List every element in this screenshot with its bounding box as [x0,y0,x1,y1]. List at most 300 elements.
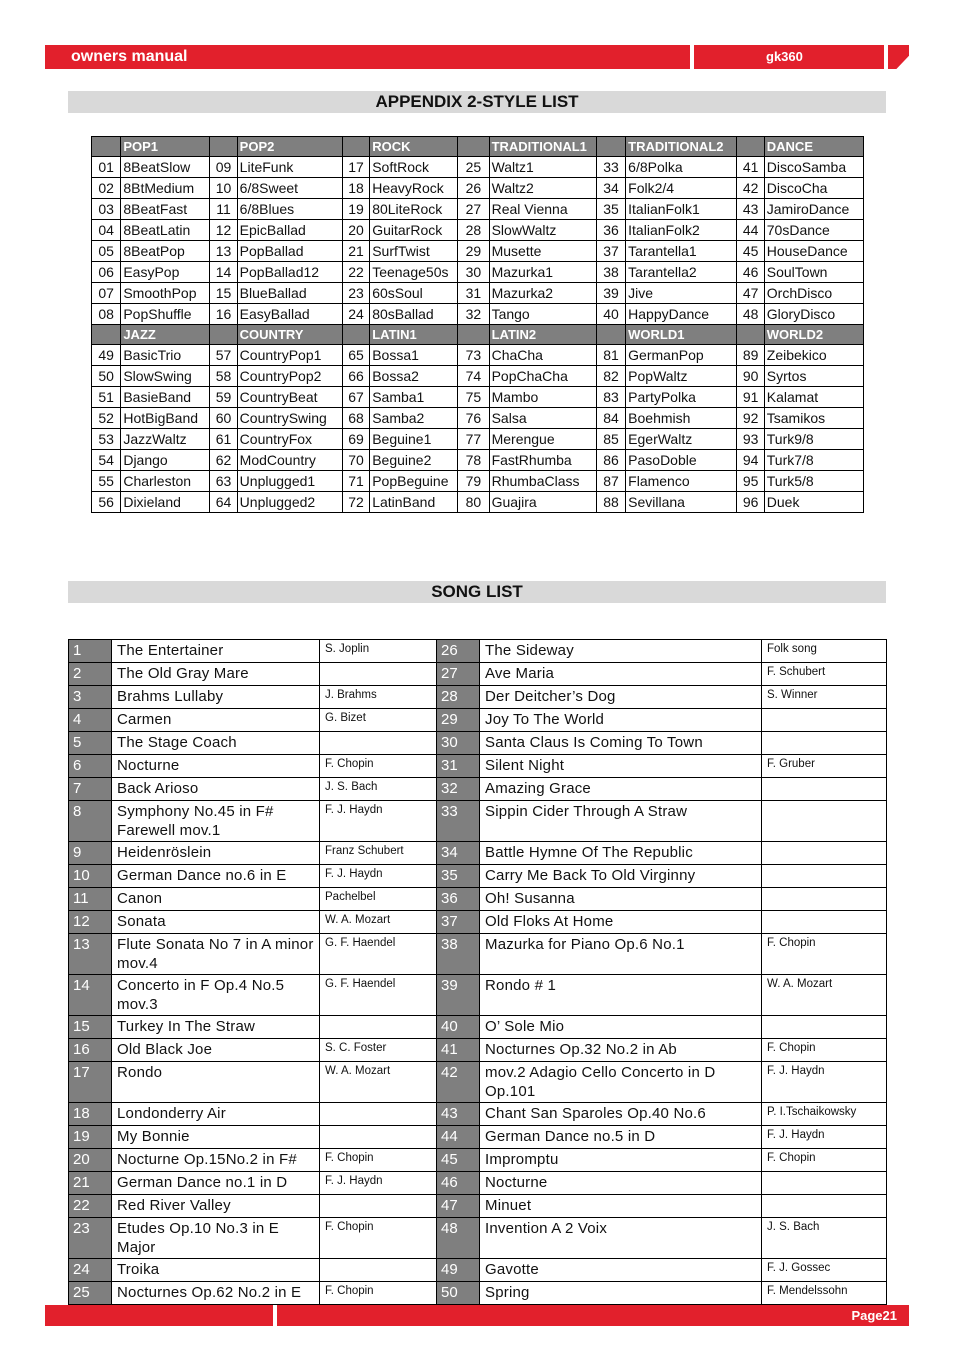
song-row [69,663,887,686]
style-number: 72 [342,492,369,513]
category-label: TRADITIONAL1 [489,137,596,157]
song-number: 32 [437,778,480,801]
song-number: 13 [69,934,112,975]
song-title: German Dance no.6 in E [112,865,320,888]
style-name: Waltz2 [489,178,596,199]
song-number: 25 [69,1282,112,1305]
style-number: 07 [92,283,121,304]
song-composer: J. Brahms [320,686,437,709]
style-number: 84 [596,408,625,429]
song-row [69,934,887,975]
song-number: 26 [437,640,480,663]
style-name: SlowSwing [121,366,210,387]
style-number: 63 [210,471,237,492]
style-number: 80 [458,492,489,513]
song-number: 41 [437,1039,480,1062]
style-number: 75 [458,387,489,408]
style-name: Flamenco [626,471,737,492]
style-number: 82 [596,366,625,387]
style-number: 76 [458,408,489,429]
song-title: Nocturnes Op.32 No.2 in Ab [480,1039,762,1062]
style-name: SurfTwist [370,241,458,262]
song-composer: F. J. Haydn [320,801,437,842]
category-spacer [92,325,121,345]
style-name: Waltz1 [489,157,596,178]
style-number: 12 [210,220,237,241]
style-row [92,262,864,283]
song-row [69,975,887,1016]
song-title: Battle Hymne Of The Republic [480,842,762,865]
song-number: 43 [437,1103,480,1126]
style-name: ItalianFolk1 [626,199,737,220]
style-number: 23 [342,283,369,304]
page-footer [45,1305,909,1326]
style-number: 87 [596,471,625,492]
style-name: PopChaCha [489,366,596,387]
style-name: SlowWaltz [489,220,596,241]
style-number: 03 [92,199,121,220]
song-title: Red River Valley [112,1195,320,1218]
style-number: 52 [92,408,121,429]
style-name: Samba1 [370,387,458,408]
style-name: Sevillana [626,492,737,513]
style-number: 50 [92,366,121,387]
style-number: 27 [458,199,489,220]
song-title: Carmen [112,709,320,732]
song-number: 9 [69,842,112,865]
song-list-title: SONG LIST [68,581,886,603]
style-row [92,178,864,199]
style-name: Bossa2 [370,366,458,387]
song-composer: F. Chopin [762,934,887,975]
song-number: 5 [69,732,112,755]
song-composer: F. Chopin [320,1282,437,1305]
style-number: 15 [210,283,237,304]
style-number: 29 [458,241,489,262]
style-row [92,157,864,178]
style-name: SmoothPop [121,283,210,304]
song-number: 16 [69,1039,112,1062]
style-number: 64 [210,492,237,513]
style-number: 57 [210,345,237,366]
song-composer [320,732,437,755]
style-name: SoulTown [764,262,863,283]
song-title: Concerto in F Op.4 No.5 mov.3 [112,975,320,1016]
style-name: Musette [489,241,596,262]
song-title: Chant San Sparoles Op.40 No.6 [480,1103,762,1126]
song-number: 44 [437,1126,480,1149]
style-number: 19 [342,199,369,220]
song-composer: F. Chopin [320,755,437,778]
style-name: GermanPop [626,345,737,366]
song-composer: S. C. Foster [320,1039,437,1062]
style-number: 40 [596,304,625,325]
song-title: Turkey In The Straw [112,1016,320,1039]
song-title: Invention A 2 Voix [480,1218,762,1259]
style-number: 65 [342,345,369,366]
style-number: 18 [342,178,369,199]
song-composer: F. Chopin [320,1218,437,1259]
song-title: German Dance no.1 in D [112,1172,320,1195]
song-row [69,1126,887,1149]
song-title: Rondo # 1 [480,975,762,1016]
category-label: POP1 [121,137,210,157]
style-name: Guajira [489,492,596,513]
style-number: 38 [596,262,625,283]
style-name: Tango [489,304,596,325]
song-row [69,1195,887,1218]
style-row [92,471,864,492]
song-title: Minuet [480,1195,762,1218]
style-number: 32 [458,304,489,325]
style-name: 8BeatPop [121,241,210,262]
song-title: Londonderry Air [112,1103,320,1126]
style-row [92,408,864,429]
song-title: Joy To The World [480,709,762,732]
song-composer: Franz Schubert [320,842,437,865]
song-number: 7 [69,778,112,801]
style-row [92,304,864,325]
style-name: Turk7/8 [764,450,863,471]
song-number: 19 [69,1126,112,1149]
song-composer [762,709,887,732]
song-number: 11 [69,888,112,911]
song-title: Flute Sonata No 7 in A minor mov.4 [112,934,320,975]
style-name: Jive [626,283,737,304]
style-name: EasyBallad [237,304,342,325]
style-name: PartyPolka [626,387,737,408]
song-composer [762,1172,887,1195]
style-number: 78 [458,450,489,471]
style-name: Dixieland [121,492,210,513]
song-number: 21 [69,1172,112,1195]
style-name: ModCountry [237,450,342,471]
song-row [69,1172,887,1195]
style-number: 79 [458,471,489,492]
style-name: PopShuffle [121,304,210,325]
song-title: Sippin Cider Through A Straw [480,801,762,842]
style-name: Salsa [489,408,596,429]
style-name: Samba2 [370,408,458,429]
style-number: 31 [458,283,489,304]
style-name: BlueBallad [237,283,342,304]
song-title: Impromptu [480,1149,762,1172]
style-name: Turk5/8 [764,471,863,492]
song-title: Mazurka for Piano Op.6 No.1 [480,934,762,975]
song-composer: F. Mendelssohn [762,1282,887,1305]
song-composer [320,1103,437,1126]
song-number: 35 [437,865,480,888]
style-name: GuitarRock [370,220,458,241]
song-row [69,801,887,842]
song-composer: F. Gruber [762,755,887,778]
song-title: Back Arioso [112,778,320,801]
style-name: Teenage50s [370,262,458,283]
category-label: WORLD2 [764,325,863,345]
song-composer: F. J. Haydn [320,865,437,888]
category-spacer [596,325,625,345]
style-name: Duek [764,492,863,513]
style-number: 85 [596,429,625,450]
style-number: 45 [737,241,764,262]
song-list-table [68,639,887,1305]
style-name: ItalianFolk2 [626,220,737,241]
song-row [69,1103,887,1126]
style-number: 25 [458,157,489,178]
style-number: 55 [92,471,121,492]
song-row [69,1259,887,1282]
style-name: Unplugged1 [237,471,342,492]
style-name: LatinBand [370,492,458,513]
style-number: 54 [92,450,121,471]
style-name: 60sSoul [370,283,458,304]
song-title: The Sideway [480,640,762,663]
song-title: Amazing Grace [480,778,762,801]
song-row [69,686,887,709]
song-composer: J. S. Bach [762,1218,887,1259]
style-number: 61 [210,429,237,450]
song-number: 47 [437,1195,480,1218]
style-number: 10 [210,178,237,199]
song-title: Old Black Joe [112,1039,320,1062]
song-number: 10 [69,865,112,888]
style-name: Mambo [489,387,596,408]
style-name: GloryDisco [764,304,863,325]
song-number: 12 [69,911,112,934]
style-name: Boehmish [626,408,737,429]
song-number: 40 [437,1016,480,1039]
style-row [92,241,864,262]
style-name: Tarantella2 [626,262,737,283]
song-row [69,1149,887,1172]
style-number: 83 [596,387,625,408]
song-composer [320,1126,437,1149]
style-name: 8BeatFast [121,199,210,220]
song-title: The Entertainer [112,640,320,663]
song-composer: F. J. Gossec [762,1259,887,1282]
style-name: Merengue [489,429,596,450]
style-name: DiscoCha [764,178,863,199]
song-number: 33 [437,801,480,842]
song-composer: F. J. Haydn [320,1172,437,1195]
song-row [69,865,887,888]
style-number: 22 [342,262,369,283]
song-title: Nocturne Op.15No.2 in F# [112,1149,320,1172]
song-composer [762,842,887,865]
song-number: 38 [437,934,480,975]
style-number: 88 [596,492,625,513]
style-number: 26 [458,178,489,199]
page-header [45,45,909,69]
song-number: 2 [69,663,112,686]
style-number: 35 [596,199,625,220]
song-title: O’ Sole Mio [480,1016,762,1039]
style-name: 8BtMedium [121,178,210,199]
style-list-table [91,136,864,513]
song-number: 20 [69,1149,112,1172]
style-number: 47 [737,283,764,304]
song-number: 42 [437,1062,480,1103]
style-number: 21 [342,241,369,262]
song-composer [762,1195,887,1218]
style-row [92,492,864,513]
song-row [69,888,887,911]
song-composer: W. A. Mozart [320,911,437,934]
style-number: 30 [458,262,489,283]
song-composer: J. S. Bach [320,778,437,801]
style-name: CountryPop1 [237,345,342,366]
song-title: Nocturne [480,1172,762,1195]
song-number: 50 [437,1282,480,1305]
song-number: 24 [69,1259,112,1282]
style-name: CountrySwing [237,408,342,429]
song-title: Ave Maria [480,663,762,686]
style-name: CountryPop2 [237,366,342,387]
song-title: Spring [480,1282,762,1305]
song-composer: S. Joplin [320,640,437,663]
category-label: LATIN2 [489,325,596,345]
style-number: 33 [596,157,625,178]
style-number: 04 [92,220,121,241]
song-row [69,911,887,934]
song-composer: F. Chopin [320,1149,437,1172]
style-name: BasieBand [121,387,210,408]
style-name: PopBeguine [370,471,458,492]
style-number: 81 [596,345,625,366]
song-number: 3 [69,686,112,709]
style-number: 11 [210,199,237,220]
song-row [69,842,887,865]
song-title: Brahms Lullaby [112,686,320,709]
song-title: Gavotte [480,1259,762,1282]
style-number: 62 [210,450,237,471]
style-name: PasoDoble [626,450,737,471]
song-composer: Folk song [762,640,887,663]
style-name: Folk2/4 [626,178,737,199]
song-number: 18 [69,1103,112,1126]
song-composer [762,888,887,911]
style-name: EpicBallad [237,220,342,241]
song-composer: P. I.Tschaikowsky [762,1103,887,1126]
style-number: 90 [737,366,764,387]
style-number: 94 [737,450,764,471]
style-name: Turk9/8 [764,429,863,450]
style-name: 6/8Sweet [237,178,342,199]
style-number: 34 [596,178,625,199]
category-spacer [458,325,489,345]
song-title: Oh! Susanna [480,888,762,911]
song-composer: F. J. Haydn [762,1126,887,1149]
song-title: Carry Me Back To Old Virginny [480,865,762,888]
song-number: 28 [437,686,480,709]
style-row [92,220,864,241]
style-name: Kalamat [764,387,863,408]
style-name: Mazurka2 [489,283,596,304]
style-name: HappyDance [626,304,737,325]
style-name: Beguine1 [370,429,458,450]
style-number: 70 [342,450,369,471]
song-number: 45 [437,1149,480,1172]
song-composer: G. F. Haendel [320,975,437,1016]
style-number: 08 [92,304,121,325]
category-row [92,137,864,157]
song-number: 29 [437,709,480,732]
song-title: Sonata [112,911,320,934]
style-number: 53 [92,429,121,450]
style-number: 28 [458,220,489,241]
style-row [92,345,864,366]
category-label: JAZZ [121,325,210,345]
song-title: Der Deitcher’s Dog [480,686,762,709]
category-row [92,325,864,345]
style-name: JamiroDance [764,199,863,220]
style-name: JazzWaltz [121,429,210,450]
style-number: 24 [342,304,369,325]
style-row [92,283,864,304]
style-name: Unplugged2 [237,492,342,513]
style-number: 71 [342,471,369,492]
category-spacer [342,137,369,157]
song-number: 4 [69,709,112,732]
style-number: 89 [737,345,764,366]
song-composer [320,1259,437,1282]
category-spacer [596,137,625,157]
category-spacer [737,325,764,345]
category-label: COUNTRY [237,325,342,345]
category-label: LATIN1 [370,325,458,345]
song-title: Nocturne [112,755,320,778]
song-number: 46 [437,1172,480,1195]
style-name: Bossa1 [370,345,458,366]
style-name: EgerWaltz [626,429,737,450]
style-row [92,387,864,408]
header-title: owners manual [45,45,690,69]
song-number: 39 [437,975,480,1016]
style-number: 44 [737,220,764,241]
style-number: 05 [92,241,121,262]
style-number: 59 [210,387,237,408]
style-number: 06 [92,262,121,283]
song-row [69,778,887,801]
song-title: My Bonnie [112,1126,320,1149]
style-number: 36 [596,220,625,241]
category-label: DANCE [764,137,863,157]
style-name: 80sBallad [370,304,458,325]
category-label: POP2 [237,137,342,157]
song-row [69,1016,887,1039]
style-name: Tarantella1 [626,241,737,262]
style-number: 60 [210,408,237,429]
style-number: 43 [737,199,764,220]
song-title: Nocturnes Op.62 No.2 in E [112,1282,320,1305]
song-composer: G. F. Haendel [320,934,437,975]
style-number: 02 [92,178,121,199]
style-row [92,450,864,471]
style-name: 70sDance [764,220,863,241]
song-composer: G. Bizet [320,709,437,732]
style-name: Mazurka1 [489,262,596,283]
style-number: 86 [596,450,625,471]
header-corner-decoration [888,45,909,69]
style-name: Beguine2 [370,450,458,471]
style-name: Tsamikos [764,408,863,429]
song-title: Rondo [112,1062,320,1103]
song-title: Symphony No.45 in F# Farewell mov.1 [112,801,320,842]
song-number: 30 [437,732,480,755]
appendix-title: APPENDIX 2-STYLE LIST [68,91,886,113]
song-number: 14 [69,975,112,1016]
song-composer: F. Chopin [762,1039,887,1062]
